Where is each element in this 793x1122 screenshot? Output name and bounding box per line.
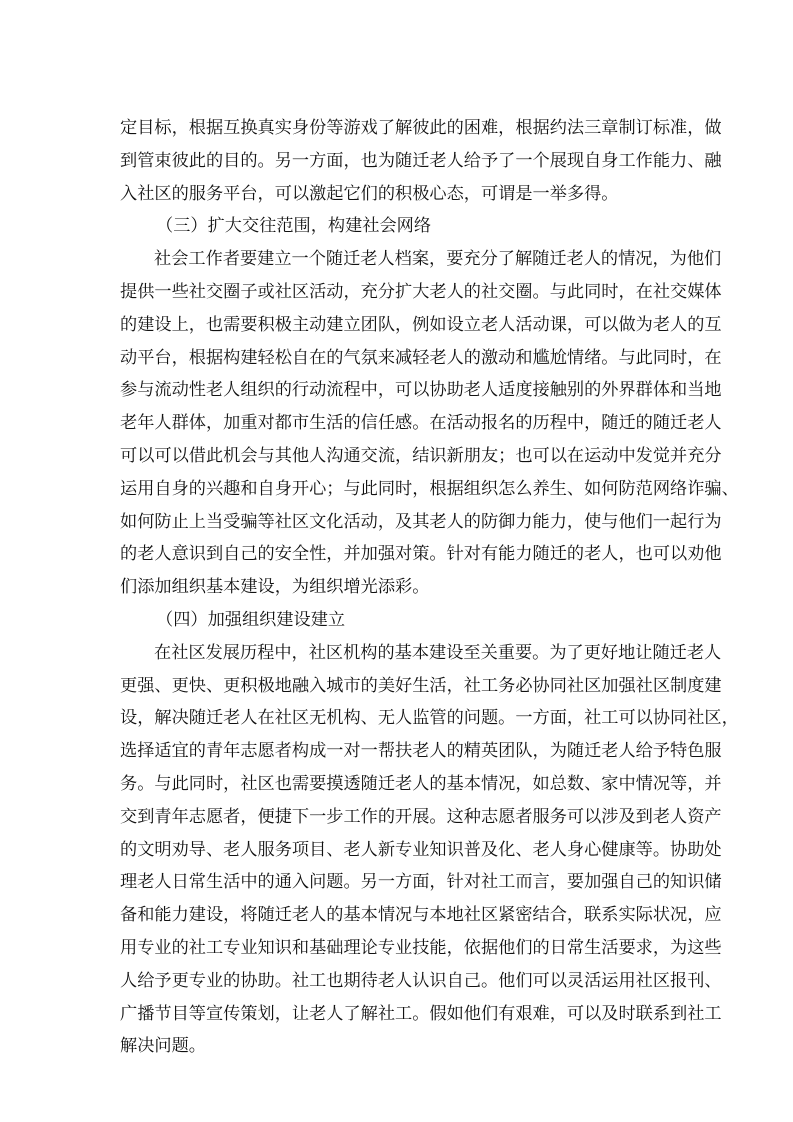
text-line: 广播节目等宣传策划，让老人了解社工。假如他们有艰难，可以及时联系到社工	[120, 1003, 722, 1024]
text-line: 定目标，根据互换真实身份等游戏了解彼此的困难，根据约法三章制订标准，做	[120, 118, 722, 138]
text-line: 动平台，根据构建轻松自在的气氛来减轻老人的激动和尴尬情绪。与此同时，在	[120, 347, 722, 368]
text-line: 设，解决随迁老人在社区无机构、无人监管的问题。一方面，社工可以协同社区，	[120, 708, 739, 729]
text-line: 的老人意识到自己的安全性，并加强对策。针对有能力随迁的老人，也可以劝他	[120, 544, 722, 565]
text-line: 入社区的服务平台，可以激起它们的积极心态，可谓是一举多得。	[120, 183, 619, 204]
document-page	[120, 112, 739, 1063]
text-line: 参与流动性老人组织的行动流程中，可以协助老人适度接触别的外界群体和当地	[120, 380, 722, 401]
text-line: 可以可以借此机会与其他人沟通交流，结识新朋友；也可以在运动中发觉并充分	[120, 445, 722, 466]
text-line: 理老人日常生活中的通入问题。另一方面，针对社工而言，要加强自己的知识储	[120, 872, 722, 893]
paragraph-continued	[120, 112, 722, 210]
text-line: 解决问题。	[120, 1036, 206, 1057]
paragraph-section-3	[120, 243, 739, 604]
text-line: 老年人群体，加重对都市生活的信任感。在活动报名的历程中，随迁的随迁老人	[120, 413, 722, 434]
text-line: 运用自身的兴趣和自身开心；与此同时，根据组织怎么养生、如何防范网络诈骗、	[120, 478, 739, 499]
text-line: 务。与此同时，社区也需要摸透随迁老人的基本情况，如总数、家中情况等，并	[120, 773, 722, 794]
text-line: 交到青年志愿者，便捷下一步工作的开展。这种志愿者服务可以涉及到老人资产	[120, 806, 722, 827]
section-heading-4: （四）加强组织建设建立	[156, 609, 346, 630]
text-line: 选择适宜的青年志愿者构成一对一帮扶老人的精英团队，为随迁老人给予特色服	[120, 741, 722, 762]
section-heading-3: （三）扩大交往范围，构建社会网络	[156, 216, 432, 237]
text-line: 的文明劝导、老人服务项目、老人新专业知识普及化、老人身心健康等。协助处	[120, 839, 722, 860]
text-line: 备和能力建设，将随迁老人的基本情况与本地社区紧密结合，联系实际状况，应	[120, 905, 722, 926]
text-line: 到管束彼此的目的。另一方面，也为随迁老人给予了一个展现自身工作能力、融	[120, 150, 722, 171]
text-line: 的建设上，也需要积极主动建立团队，例如设立老人活动课，可以做为老人的互	[120, 314, 722, 335]
text-line: 在社区发展历程中，社区机构的基本建设至关重要。为了更好地让随迁老人	[154, 642, 722, 663]
text-line: 人给予更专业的协助。社工也期待老人认识自己。他们可以灵活运用社区报刊、	[120, 970, 722, 991]
text-line: 社会工作者要建立一个随迁老人档案，要充分了解随迁老人的情况，为他们	[154, 249, 722, 270]
text-line: 提供一些社交圈子或社区活动，充分扩大老人的社交圈。与此同时，在社交媒体	[120, 281, 722, 302]
text-line: 更强、更快、更积极地融入城市的美好生活，社工务必协同社区加强社区制度建	[120, 675, 722, 696]
text-line: 如何防止上当受骗等社区文化活动，及其老人的防御力能力，使与他们一起行为	[120, 511, 722, 532]
text-line: 们添加组织基本建设，为组织增光添彩。	[120, 577, 430, 598]
text-line: 用专业的社工专业知识和基础理论专业技能，依据他们的日常生活要求，为这些	[120, 937, 722, 958]
paragraph-section-4	[120, 637, 739, 1063]
